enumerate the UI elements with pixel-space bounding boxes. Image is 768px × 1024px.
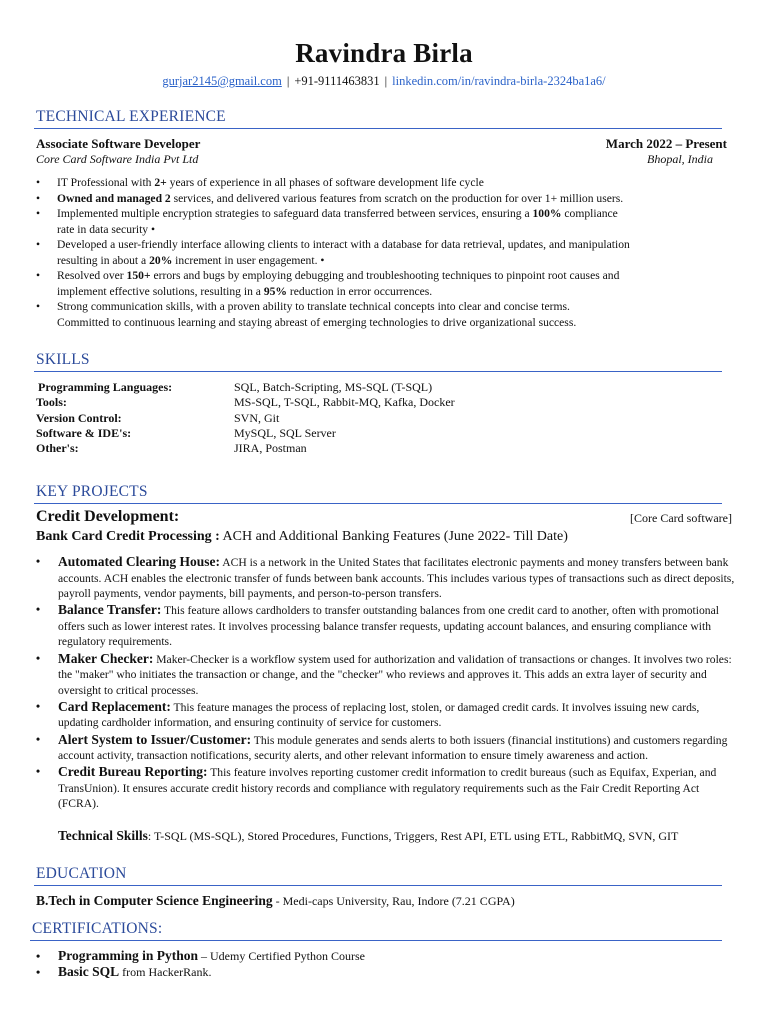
feature-name: Card Replacement: xyxy=(58,698,171,714)
bullet-dot: • xyxy=(36,207,41,220)
bullet-text: errors and bugs by employing debugging and troubleshooting techniques to pinpoint root causes and xyxy=(150,269,620,282)
bullet-text: Developed a user-friendly interface allowing clients to interact with a database for data retrieval, updates, and manipulation xyxy=(57,238,630,251)
bullet-text: IT Professional with xyxy=(57,176,155,189)
project-bullets xyxy=(36,554,742,813)
bullet-text: services, and delivered various features from scratch on the production for over 1+ million users. xyxy=(170,191,624,205)
bullet-dot: • xyxy=(36,949,41,963)
phone-number: +91-9111463831 xyxy=(294,74,380,88)
bullet-dot: • xyxy=(36,603,41,617)
skill-category: Programming Languages: xyxy=(38,380,173,394)
skill-category: Software & IDE's: xyxy=(36,425,132,440)
technical-skills xyxy=(58,828,678,844)
separator: | xyxy=(384,74,388,88)
feature-description: This feature manages the process of replacing lost, stolen, or damaged credit cards. It involves issuing new cards, updating cardholder information, and ensuring continuity of service for customers. xyxy=(58,700,700,730)
skill-row xyxy=(36,411,455,426)
bullet-text: rate in data security • xyxy=(57,222,156,236)
certification-item xyxy=(36,964,365,980)
section-divider xyxy=(30,940,722,941)
skill-values: SVN, Git xyxy=(234,410,280,425)
experience-bullet-continued xyxy=(36,315,726,331)
skill-values: SQL, Batch-Scripting, MS-SQL (T-SQL) xyxy=(234,380,433,394)
feature-name: Credit Bureau Reporting: xyxy=(58,764,208,780)
section-title-certifications: CERTIFICATIONS: xyxy=(32,920,163,937)
degree: B.Tech in Computer Science Engineering xyxy=(36,893,273,908)
skill-category: Other's: xyxy=(36,441,79,456)
bullet-text: reduction in error occurrences. xyxy=(287,284,433,298)
experience-bullet xyxy=(36,191,726,207)
candidate-name: Ravindra Birla xyxy=(295,38,473,68)
bullet-text: years of experience in all phases of software development life cycle xyxy=(166,176,484,189)
feature-description: This feature involves reporting customer credit information to credit bureaus (such as Equifax, Experian, and TransUnion). It ensures accurate credit history records and compliance with regulatory requirements such as the Fair Credit Reporting Act (FCRA). xyxy=(58,766,717,811)
bullet-text: Strong communication skills, with a proven ability to translate technical concepts into clear and concise terms. xyxy=(57,300,570,313)
bullet-text: resulting in about a xyxy=(57,253,150,267)
certification-list xyxy=(36,948,365,980)
bullet-text: 20% xyxy=(149,253,173,267)
job-company: Core Card Software India Pvt Ltd xyxy=(36,152,199,166)
section-title-projects: KEY PROJECTS xyxy=(36,483,148,500)
feature-description: Maker-Checker is a workflow system used for authorization and validation of transactions or changes. It involves two roles: the "maker" who initiates the transaction or change, and the "checker" who reviews and approves it. This adds an extra layer of security and oversight to critical processes. xyxy=(58,652,732,697)
skill-row xyxy=(36,395,455,410)
section-title-skills: SKILLS xyxy=(36,351,90,368)
section-divider xyxy=(34,128,722,129)
bullet-dot: • xyxy=(36,191,41,205)
education-entry xyxy=(36,893,515,909)
contact-line xyxy=(0,74,768,89)
skill-row xyxy=(36,426,455,441)
bullet-text: Owned and managed 2 xyxy=(57,191,171,205)
skill-category: Tools: xyxy=(36,395,67,410)
separator: | xyxy=(286,74,290,88)
project-feature xyxy=(36,699,742,731)
skill-row xyxy=(36,441,455,456)
project-heading: Credit Development: xyxy=(36,508,180,525)
bullet-text: 95% xyxy=(263,284,288,298)
experience-bullet xyxy=(36,206,726,222)
experience-bullets xyxy=(36,175,726,330)
bullet-text: 150+ xyxy=(126,269,151,282)
project-feature xyxy=(36,732,742,764)
experience-bullet xyxy=(36,299,726,315)
job-location: Bhopal, India xyxy=(647,152,713,166)
certification-detail: from HackerRank. xyxy=(119,965,212,979)
project-tag: [Core Card software] xyxy=(630,511,732,525)
certification-item xyxy=(36,948,365,964)
project-feature xyxy=(36,554,742,602)
project-sub-rest: ACH and Additional Banking Features (June 2022- Till Date) xyxy=(219,529,568,544)
feature-name: Balance Transfer: xyxy=(58,602,162,618)
skills-table xyxy=(36,380,455,456)
skill-category: Version Control: xyxy=(36,410,122,425)
tech-skills-value: : T-SQL (MS-SQL), Stored Procedures, Functions, Triggers, Rest API, ETL using ETL, RabbitMQ, SVN, GIT xyxy=(147,829,679,843)
bullet-dot: • xyxy=(36,269,41,282)
bullet-text: compliance xyxy=(561,207,618,220)
bullet-dot: • xyxy=(36,765,41,779)
email-link[interactable]: gurjar2145@gmail.com xyxy=(162,74,282,88)
certification-name: Basic SQL xyxy=(58,964,120,979)
tech-skills-label: Technical Skills xyxy=(58,828,148,843)
feature-description: This module generates and sends alerts to both issuers (financial institutions) and customers regarding account activity, transaction notifications, security alerts, and other relevant information to ensure timely awareness and action. xyxy=(58,733,728,763)
bullet-text: Committed to continuous learning and staying abreast of emerging technologies to drive organizational success. xyxy=(57,315,577,329)
bullet-text: Resolved over xyxy=(57,269,127,282)
bullet-dot: • xyxy=(36,176,41,189)
feature-name: Maker Checker: xyxy=(58,650,154,666)
project-subheading xyxy=(36,529,568,545)
skill-values: MySQL, SQL Server xyxy=(234,425,336,440)
section-title-education: EDUCATION xyxy=(36,865,127,882)
project-feature xyxy=(36,764,742,812)
bullet-dot: • xyxy=(36,555,41,568)
skill-values: MS-SQL, T-SQL, Rabbit-MQ, Kafka, Docker xyxy=(234,395,455,410)
project-feature xyxy=(36,602,742,650)
experience-bullet xyxy=(36,175,726,191)
bullet-text: 2+ xyxy=(154,176,167,189)
bullet-dot: • xyxy=(36,965,41,979)
experience-bullet xyxy=(36,237,726,253)
bullet-text: 100% xyxy=(532,207,562,220)
skill-values: JIRA, Postman xyxy=(234,441,307,456)
certification-name: Programming in Python xyxy=(58,948,199,963)
experience-bullet-continued xyxy=(36,222,726,238)
job-title: Associate Software Developer xyxy=(36,136,201,151)
experience-bullet-continued xyxy=(36,253,726,269)
bullet-dot: • xyxy=(36,651,41,665)
bullet-text: increment in user engagement. • xyxy=(172,253,325,267)
project-sub-bold: Bank Card Credit Processing : xyxy=(36,529,220,544)
experience-bullet xyxy=(36,268,726,284)
feature-description: ACH is a network in the United States that facilitates electronic payments and money transfers between bank accounts. ACH enables the electronic transfer of funds between bank accounts. This includes various types of transactions such as direct deposits, payroll payments, vendor payments, bill payments, and person-to-person transfers. xyxy=(58,556,735,601)
skill-row xyxy=(36,380,455,395)
section-divider xyxy=(34,503,722,504)
bullet-text: Implemented multiple encryption strategies to safeguard data transferred between services, ensuring a xyxy=(57,207,533,220)
bullet-dot: • xyxy=(36,300,41,313)
experience-bullet-continued xyxy=(36,284,726,300)
education-detail: - Medi-caps University, Rau, Indore (7.21 CGPA) xyxy=(272,894,515,908)
bullet-dot: • xyxy=(36,732,41,746)
feature-name: Alert System to Issuer/Customer: xyxy=(58,731,252,747)
feature-description: This feature allows cardholders to transfer outstanding balances from one credit card to another, often with promotional offers such as lower interest rates. It involves processing balance transfer requests, updating account balances, and ensuring compliance with regulatory requirements. xyxy=(58,604,719,649)
bullet-dot: • xyxy=(36,699,41,713)
section-title-experience: TECHNICAL EXPERIENCE xyxy=(36,108,226,125)
feature-name: Automated Clearing House: xyxy=(58,554,220,569)
bullet-dot: • xyxy=(36,238,41,251)
section-divider xyxy=(34,885,722,886)
project-feature xyxy=(36,651,742,699)
job-date: March 2022 – Present xyxy=(605,136,727,151)
section-divider xyxy=(34,371,722,372)
bullet-text: implement effective solutions, resulting in a xyxy=(57,284,264,298)
linkedin-link[interactable]: linkedin.com/in/ravindra-birla-2324ba1a6/ xyxy=(392,74,606,88)
certification-detail: – Udemy Certified Python Course xyxy=(198,949,365,963)
